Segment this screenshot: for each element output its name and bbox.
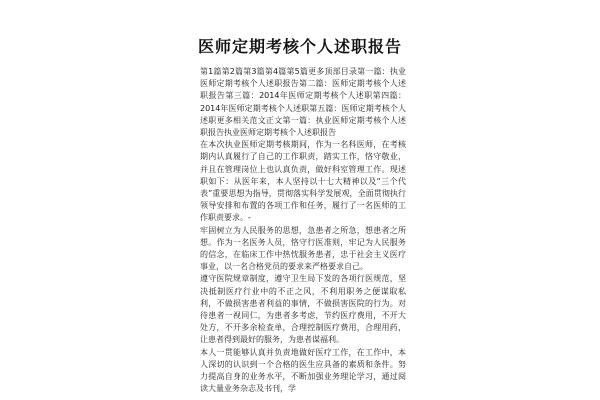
document-body <box>200 66 406 395</box>
paragraph-skills: 本人一贯能够认真并负责地做好医疗工作，在工作中，本人深切的认识到一个合格的医生应具备的素质和条件。努力提高自身的业务水平，不断加强业务理论学习，通过阅读大量业务杂志及书刊，学 <box>200 347 406 394</box>
paragraph-toc: 第1篇第2篇第3篇第4篇第5篇更多顶部目录第一篇：执业医师定期考核个人述职报告第二篇：医师定期考核个人述职报告第三篇：2014年医师定期考核个人述职第四篇：2014年医师定期考核个人述职第五篇：医师定期考核个人述职更多相关范文正文第一篇：执业医师定期考核个人述职报告执业医师定期考核个人述职报告 <box>200 67 406 138</box>
paragraph-intro: 在本次执业医师定期考核期间，作为一名科医师，在考核期内认真履行了自己的工作职责，踏实工作，恪守敬业，并且在管理岗位上也认真负责，做好科室管理工作。现述职如下：从医年来，本人坚持以十七大精神以及“三个代表”重要思想为指导，贯彻落实科学发展观，全面贯彻执行领导安排和布置的各项工作和任务，履行了一名医师的工作职责要求。- <box>200 140 406 223</box>
paragraph-service: 牢固树立为人民服务的思想，急患者之所急，想患者之所想。作为一名医务人员，恪守行医准则，牢记为人民服务的信念，在临床工作中热忱服务患者，忠于社会主义医疗事业，以一名合格党员的要求来严格要求自己。 <box>200 225 406 272</box>
document-title: 医师定期考核个人述职报告 <box>197 37 402 56</box>
paragraph-rules: 遵守医院规章制度，遵守卫生局下发的各项行医规范，坚决抵制医疗行业中的不正之风，不利用职务之便谋取私利，不做损害患者利益的事情，不做损害医院的行为。对待患者一视同仁，为患者多考虑，节约医疗费用，不开大处方，不开多余检查单，合理控制医疗费用，合理用药，让患者得到最好的服务，为患者谋福利。 <box>200 274 406 345</box>
